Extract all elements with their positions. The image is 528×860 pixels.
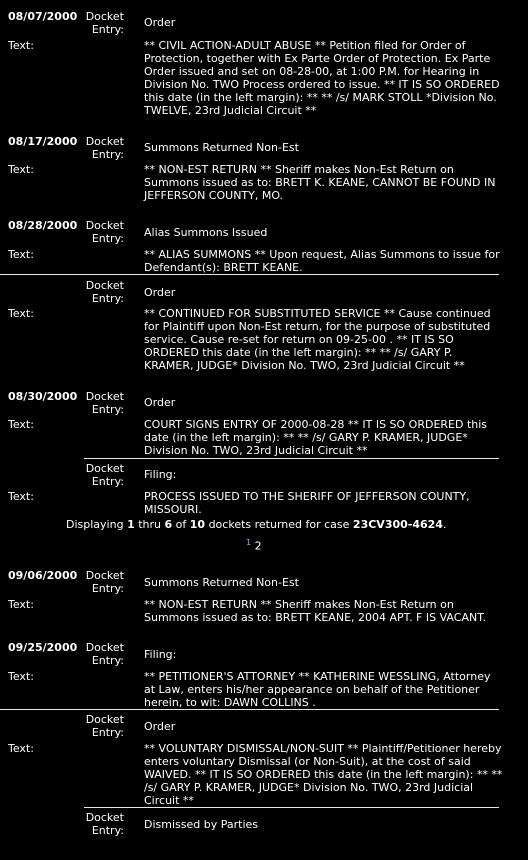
text-label: Text:	[8, 39, 34, 52]
entry-text: PROCESS ISSUED TO THE SHERIFF OF JEFFERSON COUNTY, MISSOURI.	[144, 490, 470, 516]
entry-text: ** CONTINUED FOR SUBSTITUTED SERVICE ** Cause continued for Plaintiff upon Non-Est return, for the purpose of substituted service. Cause re-set for return on 09-25-00 . ** IT IS SO ORDERED this date (in the left margin): ** ** /s/ GARY P. KRAMER, JUDGE* Division No. TWO, 23rd Judicial Circuit **	[144, 307, 491, 372]
entry-label: Entry:	[91, 23, 124, 36]
entry-label: Entry:	[91, 726, 124, 739]
entry-type: Filing:	[144, 648, 177, 661]
entry-type: Order	[144, 396, 176, 409]
entry-label: Entry:	[91, 232, 124, 245]
entry-type: Summons Returned Non-Est	[144, 576, 299, 589]
entry-type: Filing:	[144, 468, 177, 481]
text-label: Text:	[8, 490, 34, 503]
docket-label: Docket	[85, 462, 124, 475]
entry-date: 09/06/2000	[8, 569, 78, 582]
total-count: 10	[189, 518, 206, 531]
docket-label: Docket	[85, 811, 124, 824]
entry-text: COURT SIGNS ENTRY OF 2000-08-28 ** IT IS SO ORDERED this date (in the left margin): ** ** /s/ GARY P. KRAMER, JUDGE* Division No. TWO, 23rd Judicial Circuit **	[144, 418, 488, 457]
text-label: Text:	[8, 248, 34, 261]
entry-text: ** ALIAS SUMMONS ** Upon request, Alias Summons to issue for Defendant(s): BRETT KEANE.	[144, 248, 500, 274]
text-label: Text:	[8, 163, 34, 176]
entry-text: ** NON-EST RETURN ** Sheriff makes Non-Est Return on Summons issued as to: BRETT K. KEANE, CANNOT BE FOUND IN JEFFERSON COUNTY, MO.	[144, 163, 496, 202]
text-label: Text:	[8, 598, 34, 611]
text-label: Text:	[8, 670, 34, 683]
entry-divider	[0, 274, 499, 275]
docket-label: Docket	[85, 390, 124, 403]
entry-date: 08/17/2000	[8, 135, 78, 148]
page-2-link[interactable]: 2	[254, 539, 262, 553]
pagination	[246, 536, 262, 553]
entry-divider	[0, 709, 499, 710]
entry-date: 08/07/2000	[8, 10, 78, 23]
docket-label: Docket	[85, 135, 124, 148]
entry-text: ** PETITIONER'S ATTORNEY ** KATHERINE WESSLING, Attorney at Law, enters his/her appearance on behalf of the Petitioner herein, to wit: DAWN COLLINS .	[144, 670, 491, 709]
entry-label: Entry:	[91, 582, 124, 595]
entry-type: Order	[144, 16, 176, 29]
docket-label: Docket	[85, 219, 124, 232]
entry-divider	[84, 458, 499, 459]
entry-type: Order	[144, 286, 176, 299]
entry-label: Entry:	[91, 403, 124, 416]
entry-type: Dismissed by Parties	[144, 818, 258, 831]
entry-date: 08/28/2000	[8, 219, 78, 232]
docket-label: Docket	[85, 641, 124, 654]
entry-label: Entry:	[91, 148, 124, 161]
entry-label: Entry:	[91, 475, 124, 488]
entry-type: Alias Summons Issued	[144, 226, 268, 239]
entry-label: Entry:	[91, 292, 124, 305]
page-1-link[interactable]: 1	[246, 538, 252, 547]
entry-text: ** CIVIL ACTION-ADULT ABUSE ** Petition filed for Order of Protection, together with Ex Parte Order of Protection. Ex Parte Order issued and set on 08-28-00, at 1:00 P.M. for Hearing in Division No. TWO Process ordered to issue. ** IT IS SO ORDERED this date (in the left margin): ** ** /s/ MARK STOLL *Division No. TWELVE, 23rd Judicial Circuit **	[144, 39, 500, 117]
entry-label: Entry:	[91, 824, 124, 837]
range-start: 1	[127, 518, 135, 531]
entry-text: ** NON-EST RETURN ** Sheriff makes Non-Est Return on Summons issued as to: BRETT KEANE, 2004 APT. F IS VACANT.	[144, 598, 487, 624]
entry-type: Summons Returned Non-Est	[144, 141, 299, 154]
case-number: 23CV300-4624	[352, 518, 443, 531]
entry-text: ** VOLUNTARY DISMISSAL/NON-SUIT ** Plaintiff/Petitioner hereby enters voluntary Dismissal (or Non-Suit), at the cost of said WAIVED. ** IT IS SO ORDERED this date (in the left margin): ** ** /s/ GARY P. KRAMER, JUDGE* Division No. TWO, 23rd Judicial Circuit **	[144, 742, 503, 807]
range-end: 6	[164, 518, 173, 531]
text-label: Text:	[8, 742, 34, 755]
text-label: Text:	[8, 307, 34, 320]
entry-divider	[84, 807, 499, 808]
entry-type: Order	[144, 720, 176, 733]
docket-label: Docket	[85, 713, 124, 726]
entry-date: 08/30/2000	[8, 390, 78, 403]
docket-label: Docket	[85, 10, 124, 23]
entry-label: Entry:	[91, 654, 124, 667]
entry-date: 09/25/2000	[8, 641, 78, 654]
text-label: Text:	[8, 418, 34, 431]
docket-label: Docket	[85, 569, 124, 582]
results-summary: Displaying 1 thru 6 of 10 dockets returned for case 23CV300-4624.	[66, 518, 447, 531]
docket-label: Docket	[85, 279, 124, 292]
